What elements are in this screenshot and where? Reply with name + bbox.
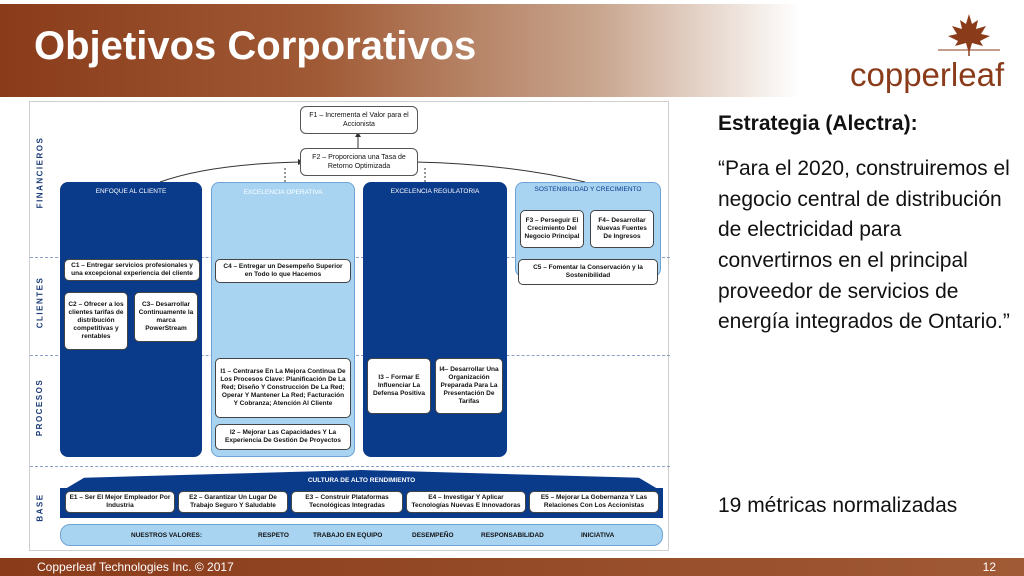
objective-e5: E5 – Mejorar La Gobernanza Y Las Relaciones Con Los Accionistas [529, 491, 659, 513]
objective-e4: E4 – Investigar Y Aplicar Tecnologías Nuevas E Innovadoras [406, 491, 526, 513]
objective-f2: F2 – Proporciona una Tasa de Retorno Optimizada [300, 148, 418, 176]
strategy-panel [718, 112, 1018, 338]
maple-leaf-icon [938, 12, 1000, 56]
metrics-text: 19 métricas normalizadas [718, 494, 958, 517]
culture-label: CULTURA DE ALTO RENDIMIENTO [307, 477, 416, 484]
objective-i4: I4– Desarrollar Una Organización Preparada Para La Presentación De Tarifas [435, 358, 503, 414]
copperleaf-logo [850, 12, 1010, 96]
strategy-title: Estrategia (Alectra): [718, 112, 918, 135]
page-number: 12 [982, 560, 996, 574]
objective-i3: I3 – Formar E Influenciar La Defensa Positiva [367, 358, 431, 414]
objective-c4: C4 – Entregar un Desempeño Superior en Todo lo que Hacemos [215, 259, 351, 283]
objective-c5: C5 – Fomentar la Conservación y la Sostenibilidad [518, 259, 658, 285]
column-regulatoria: EXCELENCIA REGULATORIA [363, 182, 507, 457]
objective-e1: E1 – Ser El Mejor Empleador Por Industria [65, 491, 175, 513]
page-title: Objetivos Corporativos [34, 24, 477, 68]
objective-f4: F4– Desarrollar Nuevas Fuentes De Ingresos [590, 210, 654, 248]
objective-f3: F3 – Perseguir El Crecimiento Del Negocio Principal [520, 210, 584, 248]
value-item: RESPETO [258, 532, 289, 539]
value-item: RESPONSABILIDAD [481, 532, 544, 539]
values-bar [60, 524, 663, 546]
lane-divider [30, 466, 670, 467]
lane-clientes: CLIENTES [35, 276, 45, 328]
strategy-map-diagram [29, 101, 669, 551]
lane-financieros: FINANCIEROS [35, 136, 45, 208]
objective-c1: C1 – Entregar servicios profesionales y una excepcional experiencia del cliente [64, 259, 200, 281]
objective-e3: E3 – Construir Plataformas Tecnológicas Integradas [291, 491, 403, 513]
column-operativa: EXCELENCIA OPERATIVA [211, 182, 355, 457]
value-item: INICIATIVA [581, 532, 615, 539]
objective-i1: I1 – Centrarse En La Mejora Continua De Los Procesos Clave: Planificación De La Red; Diseño Y Construcción De La Red; Operar Y Mantener La Red; Facturación Y Cobranza; Atención Al Cliente [215, 358, 351, 418]
objective-f1: F1 – Incrementa el Valor para el Accionista [300, 106, 418, 134]
footer [0, 558, 1024, 576]
objective-c2: C2 – Ofrecer a los clientes tarifas de distribución competitivas y rentables [64, 292, 128, 350]
value-item: TRABAJO EN EQUIPO [313, 532, 383, 539]
values-label: NUESTROS VALORES: [131, 532, 203, 539]
lane-base: BASE [35, 492, 45, 522]
objective-e2: E2 – Garantizar Un Lugar De Trabajo Seguro Y Saludable [178, 491, 288, 513]
objective-i2: I2 – Mejorar Las Capacidades Y La Experiencia De Gestión De Proyectos [215, 424, 351, 450]
lane-procesos: PROCESOS [35, 378, 45, 436]
objective-c3: C3– Desarrollar Continuamente la marca PowerStream [134, 292, 198, 342]
logo-text: copperleaf [850, 56, 1005, 93]
footer-company: Copperleaf Technologies Inc. © 2017 [37, 560, 234, 574]
strategy-quote: “Para el 2020, construiremos el negocio central de distribución de electricidad para convertirnos en el principal proveedor de servicios de energía integrados de Ontario.” [718, 157, 1010, 334]
value-item: DESEMPEÑO [412, 532, 454, 539]
column-sostenibilidad: SOSTENIBILIDAD Y CRECIMIENTO [515, 182, 661, 277]
column-cliente: ENFOQUE AL CLIENTE [60, 182, 202, 457]
